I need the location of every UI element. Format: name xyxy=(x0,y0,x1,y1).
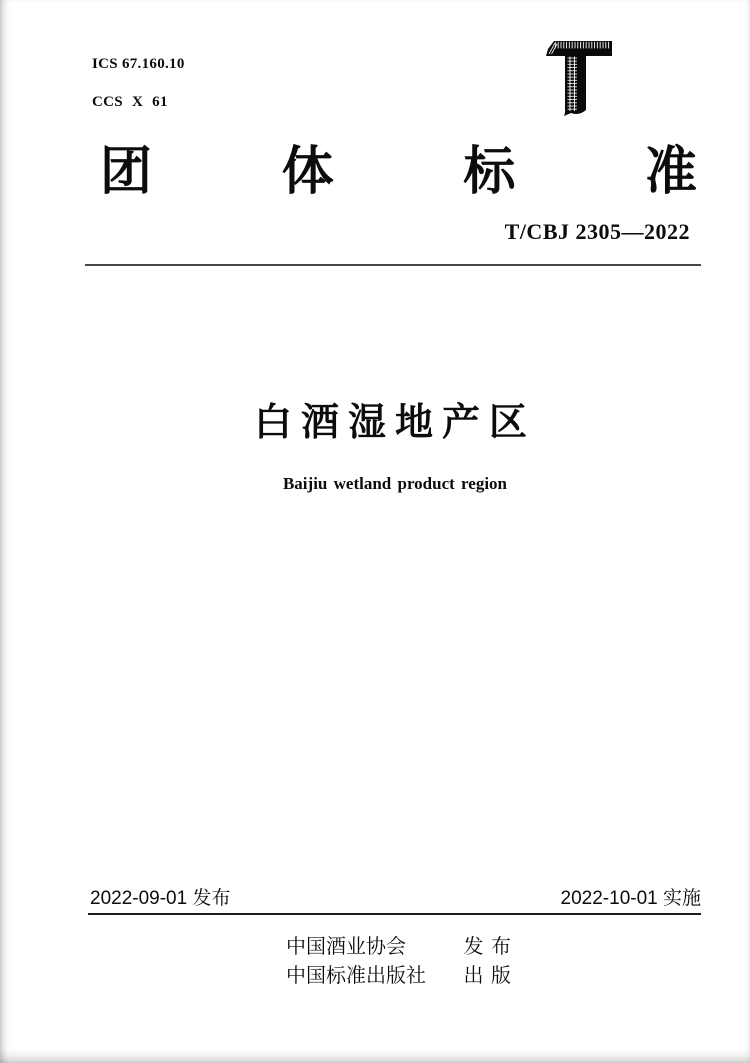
masthead-char: 准 xyxy=(644,143,697,201)
publisher-org: 中国标准出版社 xyxy=(286,965,426,987)
implementation-date: 2022-10-01 实施 xyxy=(560,888,701,909)
masthead-char: 团 xyxy=(100,143,153,201)
publisher-row xyxy=(286,965,512,987)
ccs-code: CCS X 61 xyxy=(92,93,168,110)
bottom-divider-rule xyxy=(88,913,701,915)
top-divider-rule xyxy=(85,264,701,266)
issue-date: 2022-09-01 发布 xyxy=(90,888,231,909)
publisher-row xyxy=(286,936,512,958)
classification-codes xyxy=(92,33,185,133)
masthead-title xyxy=(100,143,697,201)
document-title-en: Baijiu wetland product region xyxy=(282,474,508,493)
t-square-standard-logo-icon xyxy=(546,41,612,123)
publisher-role: 发 布 xyxy=(463,936,512,958)
standard-number: T/CBJ 2305—2022 xyxy=(504,219,690,244)
masthead-char: 体 xyxy=(281,143,334,201)
document-title-cn: 白酒湿地产区 xyxy=(253,402,536,444)
publisher-role: 出 版 xyxy=(463,965,512,987)
publisher-org: 中国酒业协会 xyxy=(286,936,406,958)
masthead-char: 标 xyxy=(463,143,516,201)
publisher-block xyxy=(286,936,512,987)
ics-code: ICS 67.160.10 xyxy=(92,56,185,72)
date-row xyxy=(90,889,701,909)
